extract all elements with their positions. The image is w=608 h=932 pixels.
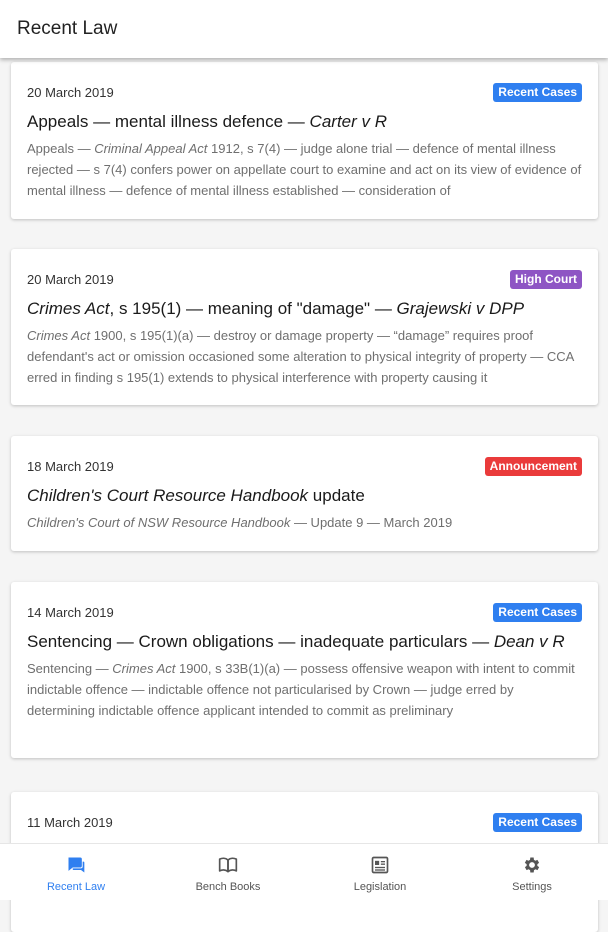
nav-item-legislation[interactable] [304,844,456,900]
card-date: 20 March 2019 [27,84,114,100]
news-card[interactable] [11,62,598,219]
bottom-navigation [0,843,608,900]
category-badge: High Court [510,270,582,289]
category-badge: Announcement [485,457,582,476]
card-date: 14 March 2019 [27,604,114,620]
card-date: 20 March 2019 [27,271,114,287]
category-badge: Recent Cases [493,83,582,102]
news-card[interactable] [11,436,598,551]
card-title[interactable]: Sentencing — Crown obligations — inadequate particulars — Dean v R [27,632,565,651]
card-summary: Sentencing — Crimes Act 1900, s 33B(1)(a) — possess offensive weapon with intent to commit indictable offence — indictable offence not particularised by Crown — judge erred by determining indictable offence applicant intended to commit as preliminary [27,661,575,718]
app-bar [0,0,608,58]
nav-label: Legislation [353,881,407,893]
book-icon [218,855,238,875]
page-title: Recent Law [17,18,118,39]
nav-label: Recent Law [46,881,106,893]
news-card[interactable] [11,582,598,758]
card-summary: Crimes Act 1900, s 195(1)(a) — destroy or damage property — “damage” requires proof defendant's act or omission occasioned some alteration to physical integrity of property — CCA erred in finding s 195(1) extends to physical interference with property causing it [27,328,574,385]
category-badge: Recent Cases [493,813,582,832]
gear-icon [522,855,542,875]
nav-label: Bench Books [195,881,261,893]
nav-item-bench-books[interactable] [152,844,304,900]
nav-label: Settings [512,881,552,893]
card-summary: Appeals — Criminal Appeal Act 1912, s 7(4) — judge alone trial — defence of mental illness rejected — s 7(4) confers power on appellate court to examine and act on its view of evidence of mental illness — defence of mental illness established — consideration of [27,141,582,198]
card-summary: Children's Court of NSW Resource Handbook — Update 9 — March 2019 [27,515,453,530]
chat-icon [66,855,86,875]
card-date: 11 March 2019 [27,814,113,830]
nav-item-settings[interactable] [456,844,608,900]
news-feed[interactable] [0,58,608,843]
card-title[interactable]: Appeals — mental illness defence — Carter v R [27,112,388,131]
card-date: 18 March 2019 [27,458,114,474]
card-title[interactable]: Children's Court Resource Handbook update [27,486,365,505]
news-card[interactable] [11,249,598,405]
nav-item-recent-law[interactable] [0,844,152,900]
card-title[interactable]: Crimes Act, s 195(1) — meaning of "damage" — Grajewski v DPP [27,299,525,318]
newspaper-icon [370,855,390,875]
category-badge: Recent Cases [493,603,582,622]
